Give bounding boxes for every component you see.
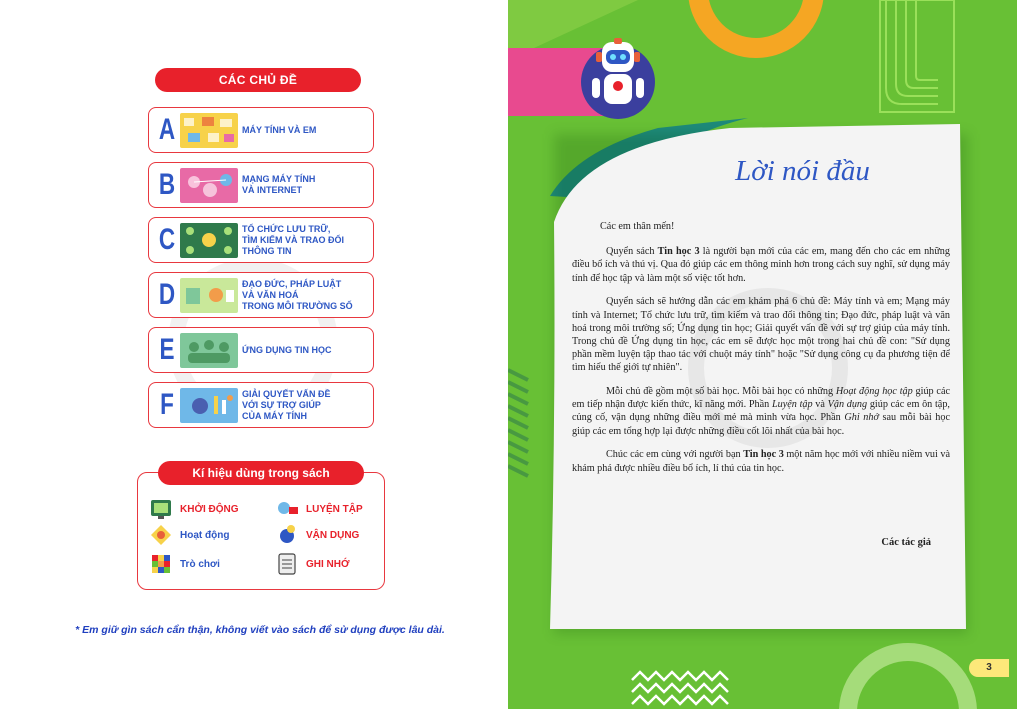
left-page: [0, 0, 508, 709]
paragraph-3: Mỗi chủ đề gồm một số bài học. Mỗi bài học có những Hoạt động học tập giúp các em tiếp nhận được kiến thức, kĩ năng mới. Phần Luyện tập và Vận dụng giúp các em ôn tập, củng cố, vận dụng những điều mới mẻ mà mình vừa học. Phần Ghi nhớ sau mỗi bài học giúp các em tổng hợp lại được những điều cốt lõi nhất của bài học.: [572, 386, 951, 437]
topic-f[interactable]: [148, 382, 374, 428]
topic-f-illustration: [180, 388, 238, 423]
topic-label: ĐẠO ĐỨC, PHÁP LUẬT VÀ VĂN HOÁ TRONG MÔI TRƯỜNG SỐ: [242, 278, 353, 311]
robot-mascot-icon: [578, 38, 658, 120]
topic-d[interactable]: [148, 272, 374, 318]
start-icon: [150, 498, 172, 520]
preface-body: [572, 220, 950, 485]
topic-letter: C: [158, 223, 176, 256]
topic-e-illustration: [180, 333, 238, 368]
right-page: [508, 0, 1017, 709]
topic-label: MÁY TÍNH VÀ EM: [242, 124, 317, 135]
topic-c-illustration: [180, 223, 238, 258]
topic-letter: D: [158, 278, 176, 311]
page-number: 3: [969, 659, 1009, 677]
topic-label: GIẢI QUYẾT VẤN ĐỀ VỚI SỰ TRỢ GIÚP CỦA MÁY TÍNH: [242, 388, 331, 421]
topics-heading: CÁC CHỦ ĐỀ: [155, 68, 361, 92]
topic-e[interactable]: [148, 327, 374, 373]
legend-van-dung: VẬN DỤNG: [276, 524, 359, 546]
topic-c[interactable]: [148, 217, 374, 263]
preface-title: Lời nói đầu: [735, 155, 870, 187]
topic-a-illustration: [180, 113, 238, 148]
paragraph-4: Chúc các em cùng với người bạn Tin học 3 một năm học mới với nhiều niềm vui và khám phá được nhiều điều bổ ích, lí thú của tin học.: [572, 449, 951, 474]
legend-heading: Kí hiệu dùng trong sách: [158, 461, 364, 485]
topic-letter: B: [158, 168, 176, 201]
topic-label: TỔ CHỨC LƯU TRỮ, TÌM KIẾM VÀ TRAO ĐỔI THÔNG TIN: [242, 223, 344, 256]
paragraph-1: Quyển sách Tin học 3 là người bạn mới của các em, mang đến cho các em những điều bổ ích và thú vị. Qua đó giúp các em thông minh hơn trong cách suy nghĩ, sử dụng máy tính để học tập và làm một số việc tốt hơn.: [572, 246, 950, 284]
legend-tro-choi: Trò chơi: [150, 553, 220, 575]
topic-label: ỨNG DỤNG TIN HỌC: [242, 344, 332, 355]
activity-icon: [150, 524, 172, 546]
topic-letter: E: [159, 333, 175, 366]
care-note: * Em giữ gìn sách cẩn thận, không viết vào sách để sử dụng được lâu dài.: [75, 624, 445, 636]
signature: Các tác giả: [881, 537, 931, 548]
legend-hoat-dong: Hoạt động: [150, 524, 229, 546]
legend-luyen-tap: LUYỆN TẬP: [276, 498, 363, 520]
topic-letter: A: [158, 113, 176, 146]
topic-b[interactable]: [148, 162, 374, 208]
greeting: Các em thân mến!: [600, 221, 675, 232]
legend-khoi-dong: KHỞI ĐỘNG: [150, 498, 239, 520]
topic-label: MẠNG MÁY TÍNH VÀ INTERNET: [242, 174, 316, 195]
topic-a[interactable]: [148, 107, 374, 153]
legend-ghi-nho: GHI NHỚ: [276, 553, 350, 575]
topic-d-illustration: [180, 278, 238, 313]
apply-icon: [276, 524, 298, 546]
topic-b-illustration: [180, 168, 238, 203]
notebook-icon: [276, 553, 298, 575]
topic-letter: F: [160, 388, 174, 421]
paragraph-2: Quyển sách sẽ hướng dẫn các em khám phá 6 chủ đề: Máy tính và em; Mạng máy tính và Internet; Tổ chức lưu trữ, tìm kiếm và trao đổi thông tin; Đạo đức, pháp luật và văn hoá trong môi trường số; Ứng dụng tin học; Giải quyết vấn đề với sự trợ giúp của máy tính. Trong chủ đề Ứng dụng tin học, các em sẽ được học một trong hai chủ đề con: "Sử dụng phần mềm luyện tập thao tác với chuột máy tính" hoặc "Sử dụng công cụ đa phương tiện để tìm hiểu thế giới tự nhiên".: [572, 296, 950, 374]
practice-icon: [276, 498, 298, 520]
game-cube-icon: [150, 553, 172, 575]
